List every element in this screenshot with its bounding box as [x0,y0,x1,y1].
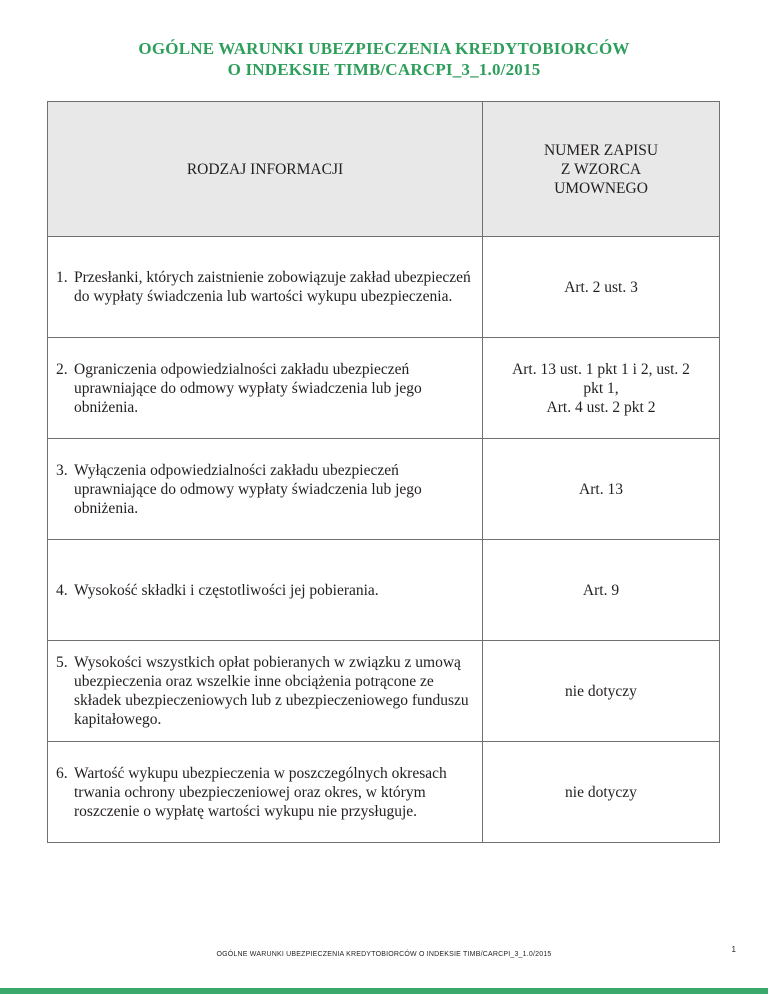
header-numer-zapisu-line: Z WZORCA [560,160,642,178]
title-line-2: O INDEKSIE TIMB/CARCPI_3_1.0/2015 [227,60,541,79]
header-numer-zapisu-line: NUMER ZAPISU [543,141,659,159]
header-rodzaj-informacji: RODZAJ INFORMACJI [48,102,483,237]
row-number: 4. [56,581,68,599]
row-text: Wysokości wszystkich opłat pobieranych w związku z umową ubezpieczenia oraz wszelkie inne obciążenia potrącone ze składek ubezpieczeniowych lub z ubezpieczeniowego funduszu kapitałowego. [74,654,469,728]
row-description [48,439,483,540]
row-description [48,338,483,439]
reference-line: Art. 2 ust. 3 [564,278,638,296]
reference-line: Art. 9 [582,581,620,599]
row-text: Przesłanki, których zaistnienie zobowiązuje zakład ubezpieczeń do wypłaty świadczenia lub wartości wykupu ubezpieczenia. [74,269,471,305]
table-row [48,439,720,540]
table-row [48,237,720,338]
header-numer-zapisu-line: UMOWNEGO [554,179,648,197]
row-reference [483,540,720,641]
reference-line: nie dotyczy [565,682,637,700]
row-number: 1. [56,269,68,286]
row-reference [483,641,720,742]
row-description [48,641,483,742]
page-number: 1 [731,945,736,954]
table-row [48,641,720,742]
table-row [48,540,720,641]
row-number: 6. [56,764,68,782]
reference-line: Art. 4 ust. 2 pkt 2 [546,398,656,416]
row-description [48,540,483,641]
header-numer-zapisu [483,102,720,237]
row-number: 5. [56,654,68,671]
table-row [48,742,720,843]
information-table [47,101,720,843]
reference-line: nie dotyczy [565,783,637,801]
row-reference [483,742,720,843]
row-description [48,742,483,843]
row-description [48,237,483,338]
row-text: Wysokość składki i częstotliwości jej pobierania. [74,581,379,599]
page-footer: OGÓLNE WARUNKI UBEZPIECZENIA KREDYTOBIORCÓW O INDEKSIE TIMB/CARCPI_3_1.0/2015 [216,951,552,958]
reference-line: Art. 13 ust. 1 pkt 1 i 2, ust. 2 [512,360,690,378]
row-number: 3. [56,461,68,479]
row-text: Ograniczenia odpowiedzialności zakładu ubezpieczeń uprawniające do odmowy wypłaty świadczenia lub jego obniżenia. [74,360,422,416]
bottom-accent-bar [0,988,768,994]
reference-line: pkt 1, [583,379,619,397]
row-text: Wyłączenia odpowiedzialności zakładu ubezpieczeń uprawniające do odmowy wypłaty świadczenia lub jego obniżenia. [74,461,422,517]
table-header-row [48,102,720,237]
table-row [48,338,720,439]
title-line-1: OGÓLNE WARUNKI UBEZPIECZENIA KREDYTOBIORCÓW [138,39,630,58]
row-text: Wartość wykupu ubezpieczenia w poszczególnych okresach trwania ochrony ubezpieczeniowej oraz okres, w którym roszczenie o wypłatę wartości wykupu nie przysługuje. [74,764,447,820]
row-reference [483,237,720,338]
reference-line: Art. 13 [579,480,623,498]
row-reference [483,338,720,439]
row-number: 2. [56,360,68,378]
document-title [0,38,768,80]
row-reference [483,439,720,540]
